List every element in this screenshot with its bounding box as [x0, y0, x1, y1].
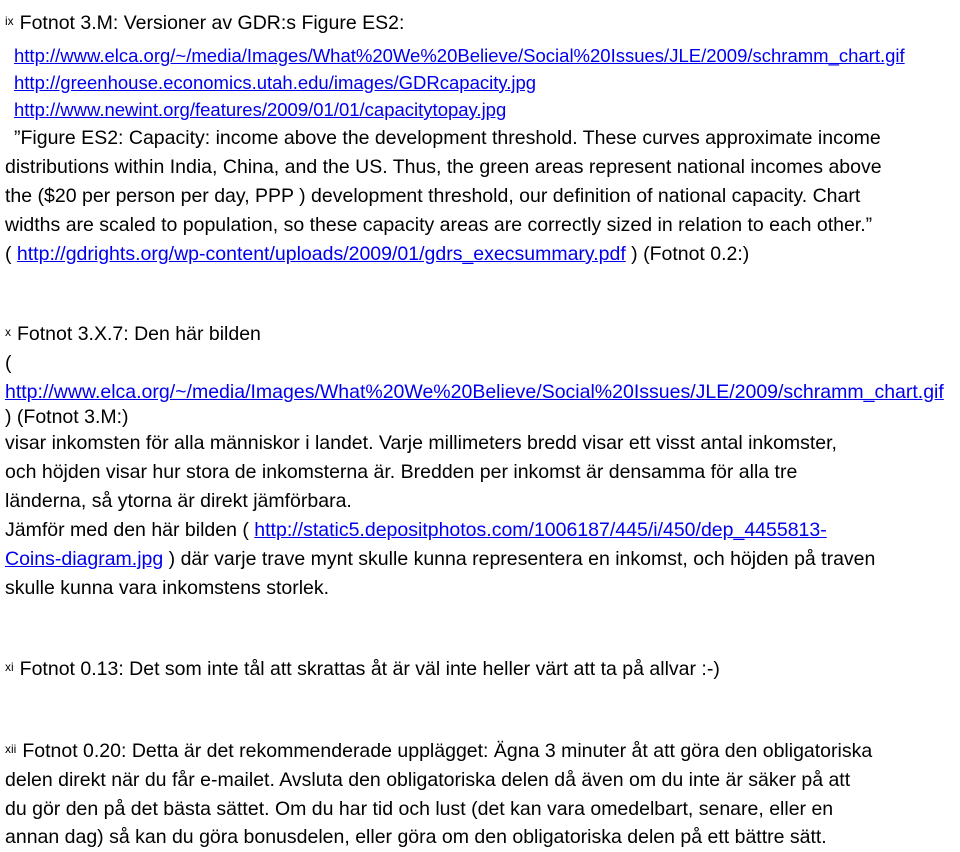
newint-link[interactable]: http://www.newint.org/features/2009/01/01/capacitytopay.jpg	[14, 99, 507, 120]
compare-line-2	[5, 545, 875, 574]
link-line	[14, 41, 905, 70]
elca-chart-link[interactable]: http://www.elca.org/~/media/Images/What%20We%20Believe/Social%20Issues/JLE/2009/schramm_chart.gif	[5, 381, 944, 403]
footnote-xi	[5, 655, 720, 684]
body-line: annan dag) så kan du göra bonusdelen, eller göra om den obligatoriska delen på ett bättre sätt.	[5, 826, 827, 848]
body-line: visar inkomsten för alla människor i landet. Varje millimeters bredd visar ett visst antal inkomster,	[5, 432, 837, 454]
footnote-marker: x	[5, 325, 11, 339]
quote-line: widths are scaled to population, so these capacity areas are correctly sized in relation to each other.”	[5, 214, 873, 236]
quote-line: the ($20 per person per day, PPP ) development threshold, our definition of national capacity. Chart	[5, 185, 861, 207]
source-line	[5, 240, 749, 269]
source-close: ) (Fotnot 0.2:)	[625, 243, 750, 265]
paren-open: (	[5, 352, 12, 374]
footnote-text: Fotnot 0.20: Detta är det rekommenderade upplägget: Ägna 3 minuter åt att göra den obligatoriska	[22, 740, 873, 762]
source-open: (	[5, 243, 17, 265]
footnote-xii-first	[5, 737, 872, 766]
quote-line: distributions within India, China, and the US. Thus, the green areas represent national incomes above	[5, 156, 882, 178]
body-line: och höjden visar hur stora de inkomsterna är. Bredden per inkomst är densamma för alla tre	[5, 461, 798, 483]
body-line: du gör den på det bästa sättet. Om du har tid och lust (det kan vara omedelbart, senare, eller en	[5, 798, 834, 820]
footnote-marker: xii	[5, 742, 17, 756]
body-line: skulle kunna vara inkomstens storlek.	[5, 577, 330, 599]
body-line: länderna, så ytorna är direkt jämförbara.	[5, 490, 352, 512]
link-line	[14, 68, 536, 97]
link-line	[14, 95, 506, 124]
footnote-ix-heading	[5, 9, 404, 38]
compare-line	[5, 516, 827, 545]
footnote-marker: ix	[5, 14, 14, 28]
gdrights-link[interactable]: http://gdrights.org/wp-content/uploads/2009/01/gdrs_execsummary.pdf	[16, 243, 626, 265]
footnote-x-heading	[5, 320, 261, 349]
paren-close: ) (Fotnot 3.M:)	[5, 406, 129, 428]
compare-suffix: ) där varje trave mynt skulle kunna representera en inkomst, och höjden på traven	[163, 548, 876, 570]
compare-prefix: Jämför med den här bilden (	[5, 519, 255, 541]
depositphotos-link[interactable]: http://static5.depositphotos.com/1006187/445/i/450/dep_4455813-	[254, 519, 827, 541]
greenhouse-link[interactable]: http://greenhouse.economics.utah.edu/images/GDRcapacity.jpg	[14, 72, 537, 93]
footnote-text: Fotnot 0.13: Det som inte tål att skrattas åt är väl inte heller värt att ta på allvar :-)	[19, 658, 720, 680]
body-line: delen direkt när du får e-mailet. Avsluta den obligatoriska delen då även om du inte är säker på att	[5, 769, 851, 791]
footnote-heading-text: Fotnot 3.M: Versioner av GDR:s Figure ES2:	[19, 12, 405, 34]
footnote-heading-text: Fotnot 3.X.7: Den här bilden	[17, 323, 261, 345]
elca-chart-link[interactable]: http://www.elca.org/~/media/Images/What%20We%20Believe/Social%20Issues/JLE/2009/schramm_chart.gif	[14, 45, 905, 66]
link-line	[5, 378, 944, 407]
footnote-marker: xi	[5, 660, 14, 674]
quote-line: ”Figure ES2: Capacity: income above the development threshold. These curves approximate income	[14, 127, 881, 149]
depositphotos-link-cont[interactable]: Coins-diagram.jpg	[5, 548, 164, 570]
